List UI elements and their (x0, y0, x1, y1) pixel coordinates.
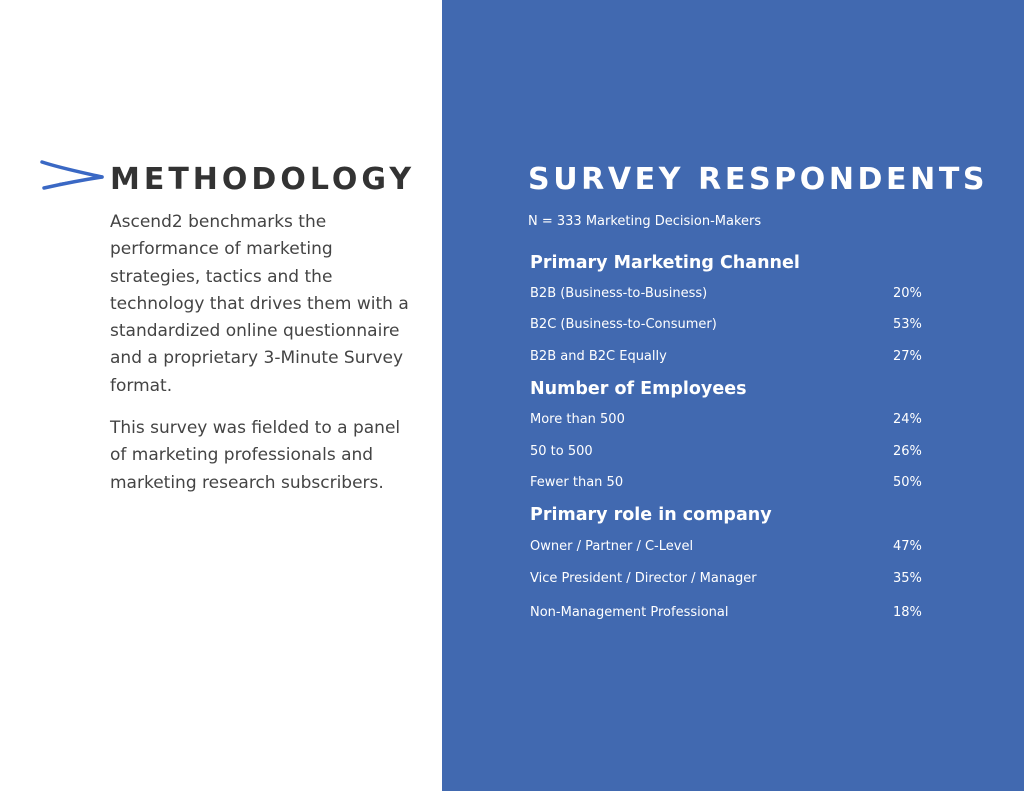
methodology-title: METHODOLOGY (110, 162, 416, 197)
row-value: 27% (893, 349, 922, 364)
row-label: More than 500 (530, 412, 625, 427)
row-label: Owner / Partner / C-Level (530, 539, 694, 554)
arrow-right-icon (40, 158, 106, 194)
section-heading-marketing-channel: Primary Marketing Channel (530, 253, 800, 273)
row-value: 24% (893, 412, 922, 427)
row-label: B2B and B2C Equally (530, 349, 667, 364)
row-label: B2B (Business-to-Business) (530, 286, 708, 301)
row-label: 50 to 500 (530, 444, 593, 459)
section-heading-employees: Number of Employees (530, 379, 747, 399)
row-value: 20% (893, 286, 922, 301)
row-value: 18% (893, 605, 922, 620)
methodology-paragraph: This survey was fielded to a panel of marketing professionals and marketing research subscribers. (110, 418, 401, 493)
row-label: Vice President / Director / Manager (530, 571, 757, 586)
row-label: Fewer than 50 (530, 475, 624, 490)
survey-respondents-title: SURVEY RESPONDENTS (528, 162, 989, 197)
row-value: 50% (893, 475, 922, 490)
section-heading-role: Primary role in company (530, 505, 772, 525)
sample-size: N = 333 Marketing Decision-Makers (528, 214, 762, 229)
row-value: 35% (893, 571, 922, 586)
row-value: 53% (893, 317, 922, 332)
row-label: Non-Management Professional (530, 605, 729, 620)
row-value: 47% (893, 539, 922, 554)
row-value: 26% (893, 444, 922, 459)
methodology-paragraph: Ascend2 benchmarks the performance of marketing strategies, tactics and the technology that drives them with a standardized online questionnaire and a proprietary 3-Minute Survey format. (110, 212, 409, 396)
row-label: B2C (Business-to-Consumer) (530, 317, 717, 332)
